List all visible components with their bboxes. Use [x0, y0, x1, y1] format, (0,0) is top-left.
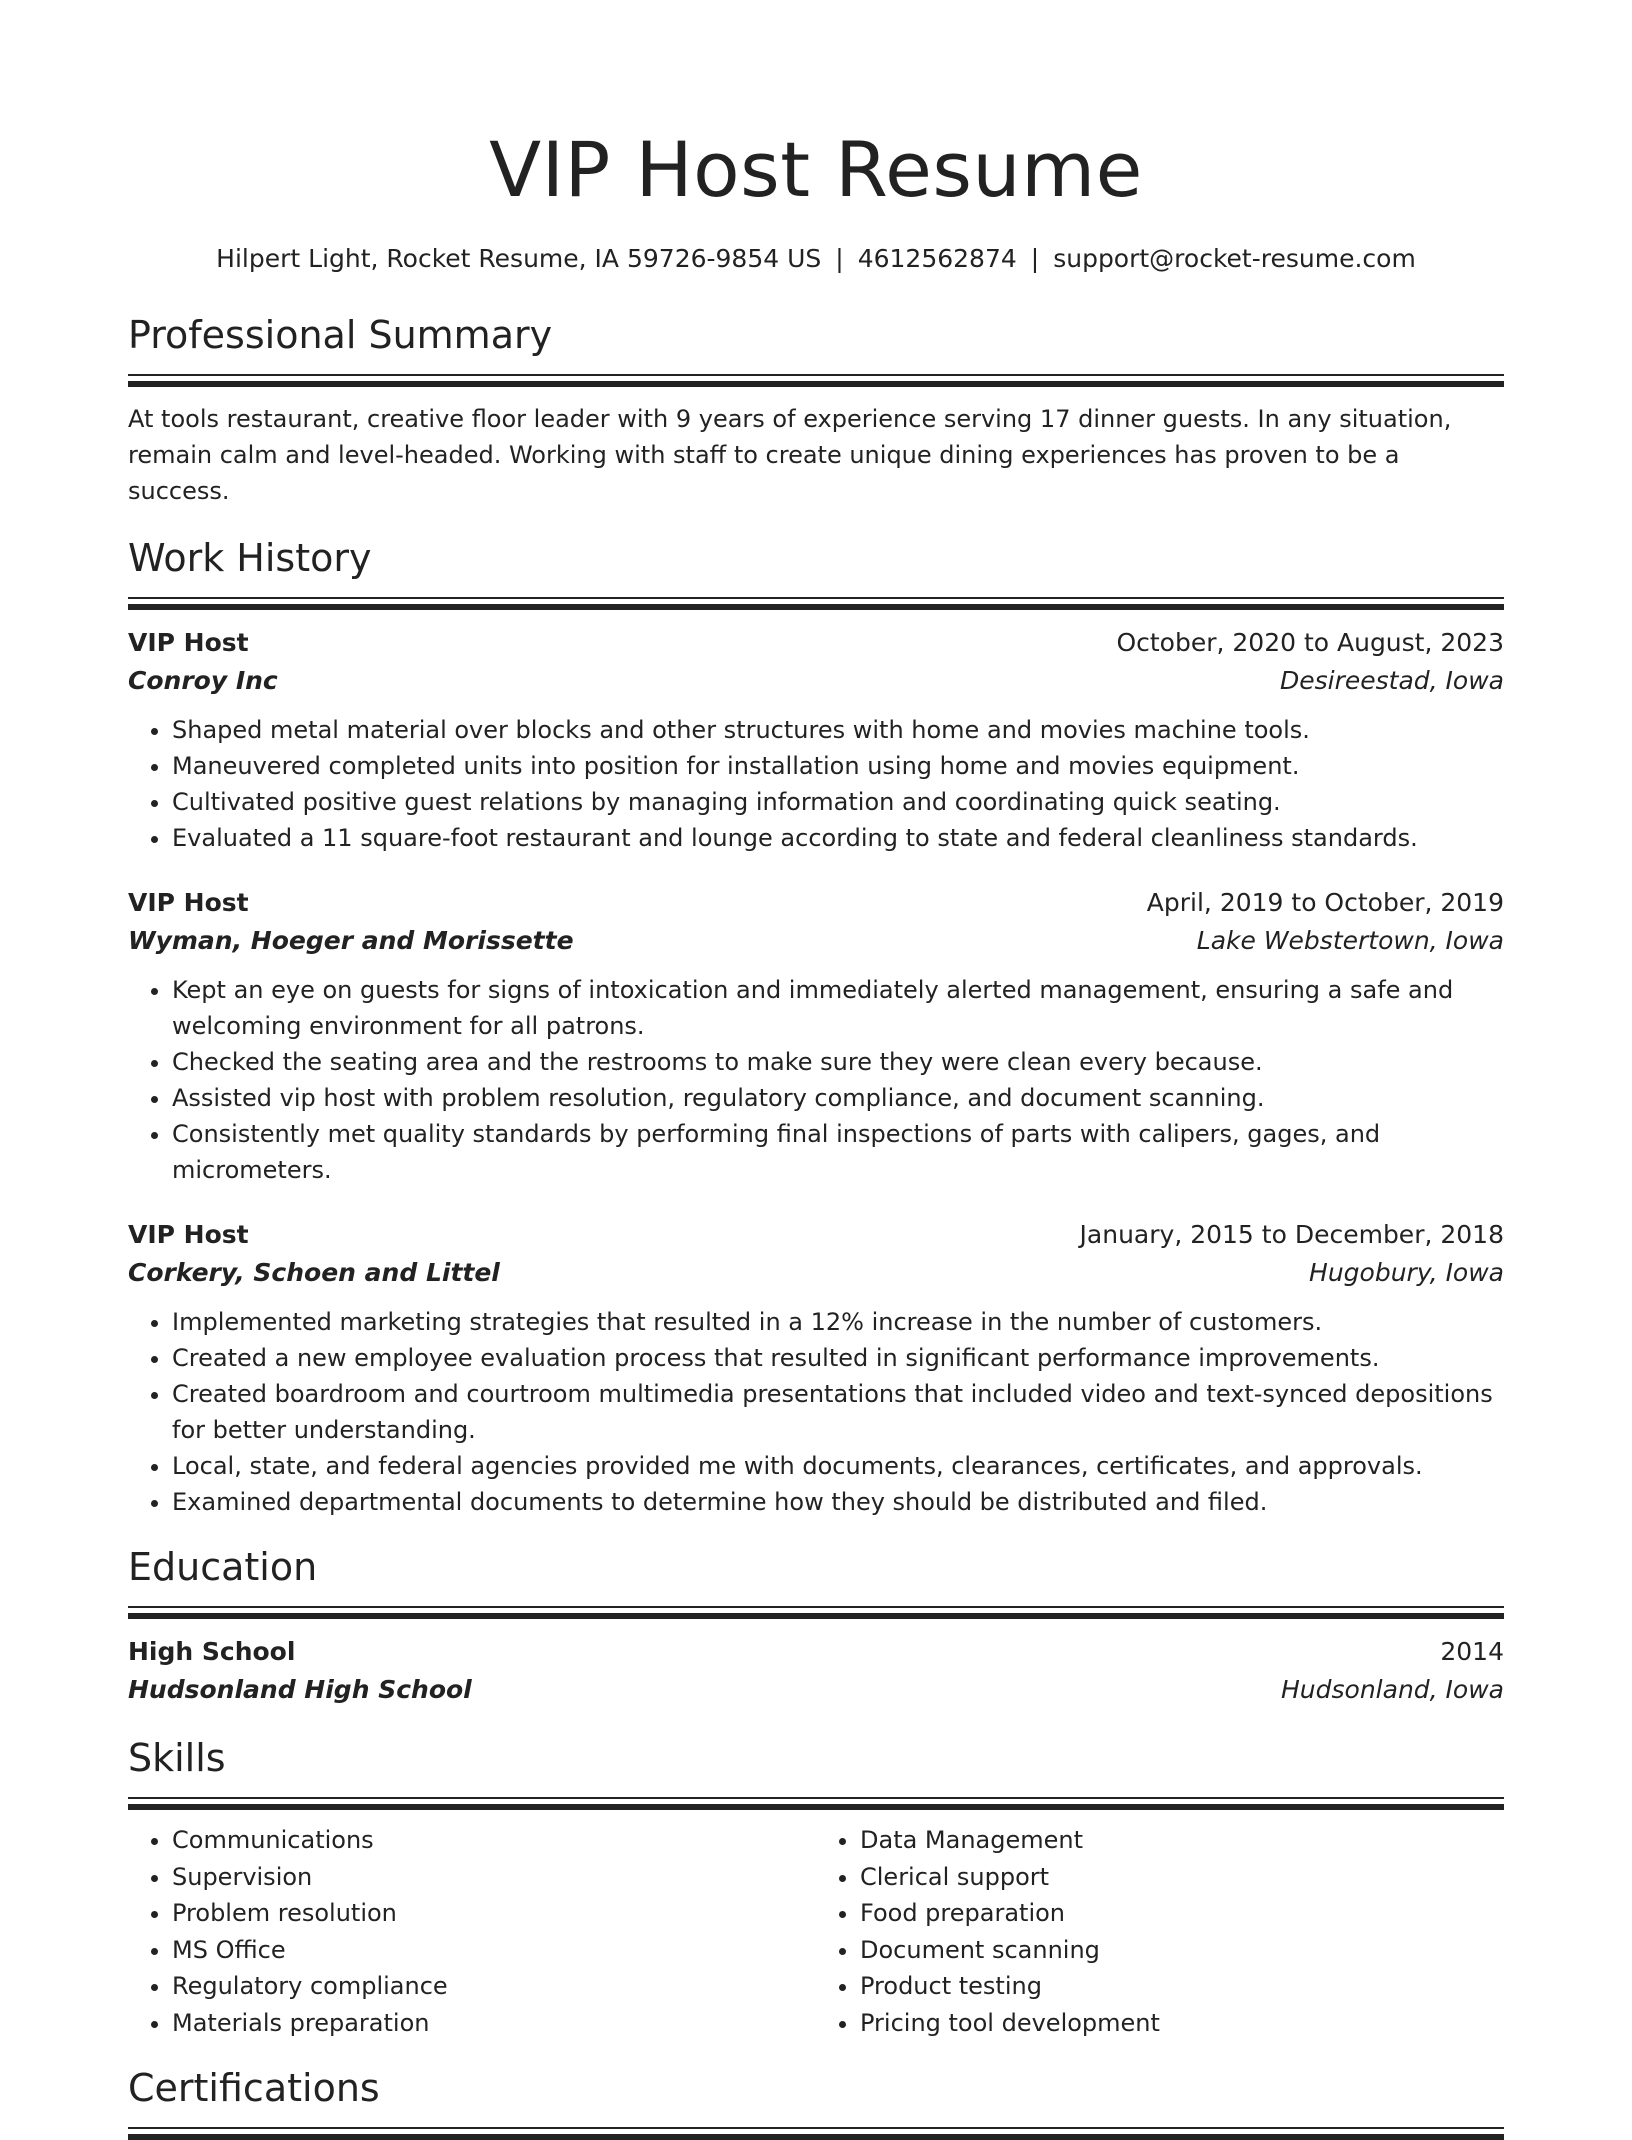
- education-year: 2014: [1440, 1637, 1504, 1666]
- job-header: [128, 884, 1504, 922]
- job-entry: [128, 884, 1504, 1188]
- job-subheader: [128, 1254, 1504, 1292]
- list-item: • Checked the seating area and the restrooms to make sure they were clean every because.: [172, 1044, 1504, 1080]
- list-item: • Kept an eye on guests for signs of intoxication and immediately alerted management, ensuring a safe and welcoming environment for all patrons.: [172, 972, 1504, 1044]
- list-item: • Supervision: [172, 1859, 816, 1896]
- job-entry: [128, 1216, 1504, 1520]
- list-item: • Examined departmental documents to determine how they should be distributed and filed.: [172, 1484, 1504, 1520]
- section-divider: [128, 597, 1504, 610]
- contact-email[interactable]: support@rocket-resume.com: [1053, 244, 1416, 273]
- skills-column-left: [128, 1822, 816, 2041]
- education-subheader: [128, 1671, 1504, 1709]
- list-item: • Clerical support: [860, 1859, 1504, 1896]
- contact-line: [128, 242, 1504, 276]
- job-dates: April, 2019 to October, 2019: [1146, 888, 1504, 917]
- education-location: Hudsonland, Iowa: [1281, 1675, 1504, 1704]
- list-item: • Materials preparation: [172, 2005, 816, 2042]
- work-history-section: [128, 533, 1504, 1520]
- section-heading: Certifications: [128, 2066, 380, 2110]
- job-duties: [128, 712, 1504, 856]
- list-item: • Created a new employee evaluation process that resulted in significant performance improvements.: [172, 1340, 1504, 1376]
- list-item: • MS Office: [172, 1932, 816, 1969]
- job-duties: [128, 1304, 1504, 1520]
- job-subheader: [128, 662, 1504, 700]
- certifications-section: [128, 2063, 1504, 2140]
- section-heading: Skills: [128, 1736, 226, 1780]
- list-item: • Product testing: [860, 1968, 1504, 2005]
- list-item: • Data Management: [860, 1822, 1504, 1859]
- job-company: Wyman, Hoeger and Morissette: [128, 926, 574, 955]
- list-item: • Assisted vip host with problem resolution, regulatory compliance, and document scanning.: [172, 1080, 1504, 1116]
- section-divider: [128, 1606, 1504, 1619]
- list-item: • Cultivated positive guest relations by managing information and coordinating quick seating.: [172, 784, 1504, 820]
- list-item: • Evaluated a 11 square-foot restaurant and lounge according to state and federal cleanliness standards.: [172, 820, 1504, 856]
- education-entry: [128, 1633, 1504, 1709]
- summary-section: [128, 310, 1504, 509]
- section-divider: [128, 2127, 1504, 2140]
- list-item: • Problem resolution: [172, 1895, 816, 1932]
- job-location: Hugobury, Iowa: [1309, 1258, 1504, 1287]
- section-heading: Professional Summary: [128, 313, 553, 357]
- contact-separator: |: [1030, 244, 1040, 273]
- list-item: • Communications: [172, 1822, 816, 1859]
- education-section: [128, 1542, 1504, 1709]
- job-title: VIP Host: [128, 628, 249, 657]
- list-item: • Implemented marketing strategies that resulted in a 12% increase in the number of customers.: [172, 1304, 1504, 1340]
- job-location: Lake Webstertown, Iowa: [1196, 926, 1504, 955]
- job-title: VIP Host: [128, 888, 249, 917]
- contact-address: Hilpert Light, Rocket Resume, IA 59726-9854 US: [216, 244, 822, 273]
- skills-column-right: [816, 1822, 1504, 2041]
- list-item: • Consistently met quality standards by performing final inspections of parts with calipers, gages, and micrometers.: [172, 1116, 1504, 1188]
- job-dates: January, 2015 to December, 2018: [1079, 1220, 1504, 1249]
- list-item: • Document scanning: [860, 1932, 1504, 1969]
- list-item: • Maneuvered completed units into position for installation using home and movies equipment.: [172, 748, 1504, 784]
- skills-section: [128, 1733, 1504, 2041]
- list-item: • Created boardroom and courtroom multimedia presentations that included video and text-synced depositions for better understanding.: [172, 1376, 1504, 1448]
- section-divider: [128, 374, 1504, 387]
- education-school: Hudsonland High School: [128, 1675, 472, 1704]
- section-heading: Work History: [128, 536, 372, 580]
- list-item: • Shaped metal material over blocks and other structures with home and movies machine tools.: [172, 712, 1504, 748]
- list-item: • Food preparation: [860, 1895, 1504, 1932]
- education-header: [128, 1633, 1504, 1671]
- job-entry: [128, 624, 1504, 856]
- job-subheader: [128, 922, 1504, 960]
- job-dates: October, 2020 to August, 2023: [1116, 628, 1504, 657]
- list-item: • Regulatory compliance: [172, 1968, 816, 2005]
- job-header: [128, 1216, 1504, 1254]
- job-location: Desireestad, Iowa: [1280, 666, 1504, 695]
- contact-phone: 4612562874: [857, 244, 1017, 273]
- contact-separator: |: [835, 244, 844, 273]
- education-degree: High School: [128, 1637, 296, 1666]
- skills-grid: [128, 1822, 1504, 2041]
- list-item: • Pricing tool development: [860, 2005, 1504, 2042]
- job-title: VIP Host: [128, 1220, 249, 1249]
- resume-title: VIP Host Resume: [489, 125, 1143, 214]
- job-duties: [128, 972, 1504, 1188]
- section-divider: [128, 1797, 1504, 1810]
- section-heading: Education: [128, 1545, 318, 1589]
- job-company: Corkery, Schoen and Littel: [128, 1258, 500, 1287]
- job-header: [128, 624, 1504, 662]
- list-item: • Local, state, and federal agencies provided me with documents, clearances, certificates, and approvals.: [172, 1448, 1504, 1484]
- job-company: Conroy Inc: [128, 666, 278, 695]
- summary-text: At tools restaurant, creative floor leader with 9 years of experience serving 17 dinner guests. In any situation, remain calm and level-headed. Working with staff to create unique dining experiences has proven to be a success.: [128, 405, 1452, 505]
